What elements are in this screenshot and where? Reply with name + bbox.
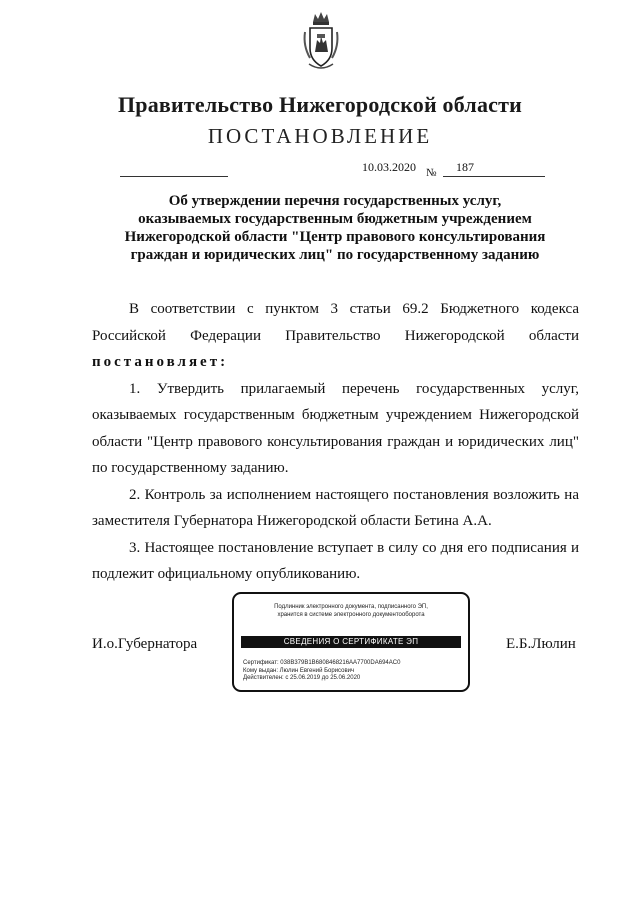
decree-word: постановляет: — [92, 354, 229, 370]
certificate-owner: Кому выдан: Люлин Евгений Борисович — [243, 667, 355, 674]
certificate-id: Сертификат: 038B379B1B6808468216AA7700DA694AC0 — [243, 660, 401, 666]
stamp-certificate-bar: СВЕДЕНИЯ О СЕРТИФИКАТЕ ЭП — [241, 636, 461, 648]
government-title: Правительство Нижегородской области — [117, 92, 522, 117]
subject-line: Об утверждении перечня государственных услуг, — [168, 193, 502, 209]
signatory-name: Е.Б.Люлин — [506, 636, 576, 652]
subject-line: граждан и юридических лиц" по государственному заданию — [130, 247, 540, 263]
signatory-position: И.о.Губернатора — [92, 636, 198, 652]
subject-line: оказываемых государственным бюджетным учреждением — [138, 211, 532, 227]
electronic-signature-stamp — [232, 592, 470, 692]
intro-text: В соответствии с пунктом 3 статьи 69.2 Бюджетного кодекса Российской Федерации Правительство Нижегородской области — [92, 301, 579, 344]
stamp-certificate-info — [243, 660, 400, 683]
item-2-paragraph: 2. Контроль за исполнением настоящего постановления возложить на заместителя Губернатора Нижегородской области Бетина А.А. — [92, 486, 579, 529]
document-subject — [95, 192, 575, 264]
stamp-header-line: Подлинник электронного документа, подписанного ЭП, — [274, 604, 428, 610]
date-blank-line — [120, 176, 228, 177]
number-underline — [443, 176, 545, 177]
document-body — [92, 296, 579, 588]
certificate-validity: Действителен: с 25.06.2019 до 25.06.2020 — [243, 675, 361, 681]
stamp-header-line: хранится в системе электронного документооборота — [277, 612, 425, 618]
stamp-header — [234, 603, 468, 619]
number-sign: № — [426, 167, 437, 179]
document-type: ПОСТАНОВЛЕНИЕ — [207, 124, 433, 148]
subject-line: Нижегородской области "Центр правового консультирования — [124, 229, 546, 245]
item-1-paragraph: 1. Утвердить прилагаемый перечень государственных услуг, оказываемых государственным бюджетным учреждением Нижегородской области "Центр правового консультирования граждан и юридических лиц" по государственному заданию. — [92, 380, 579, 476]
document-number: 187 — [456, 160, 474, 174]
coat-of-arms-icon — [301, 10, 341, 72]
intro-paragraph — [92, 296, 579, 376]
item-3-paragraph: 3. Настоящее постановление вступает в силу со дня его подписания и подлежит официальному опубликованию. — [92, 539, 579, 582]
document-date: 10.03.2020 — [362, 160, 416, 174]
